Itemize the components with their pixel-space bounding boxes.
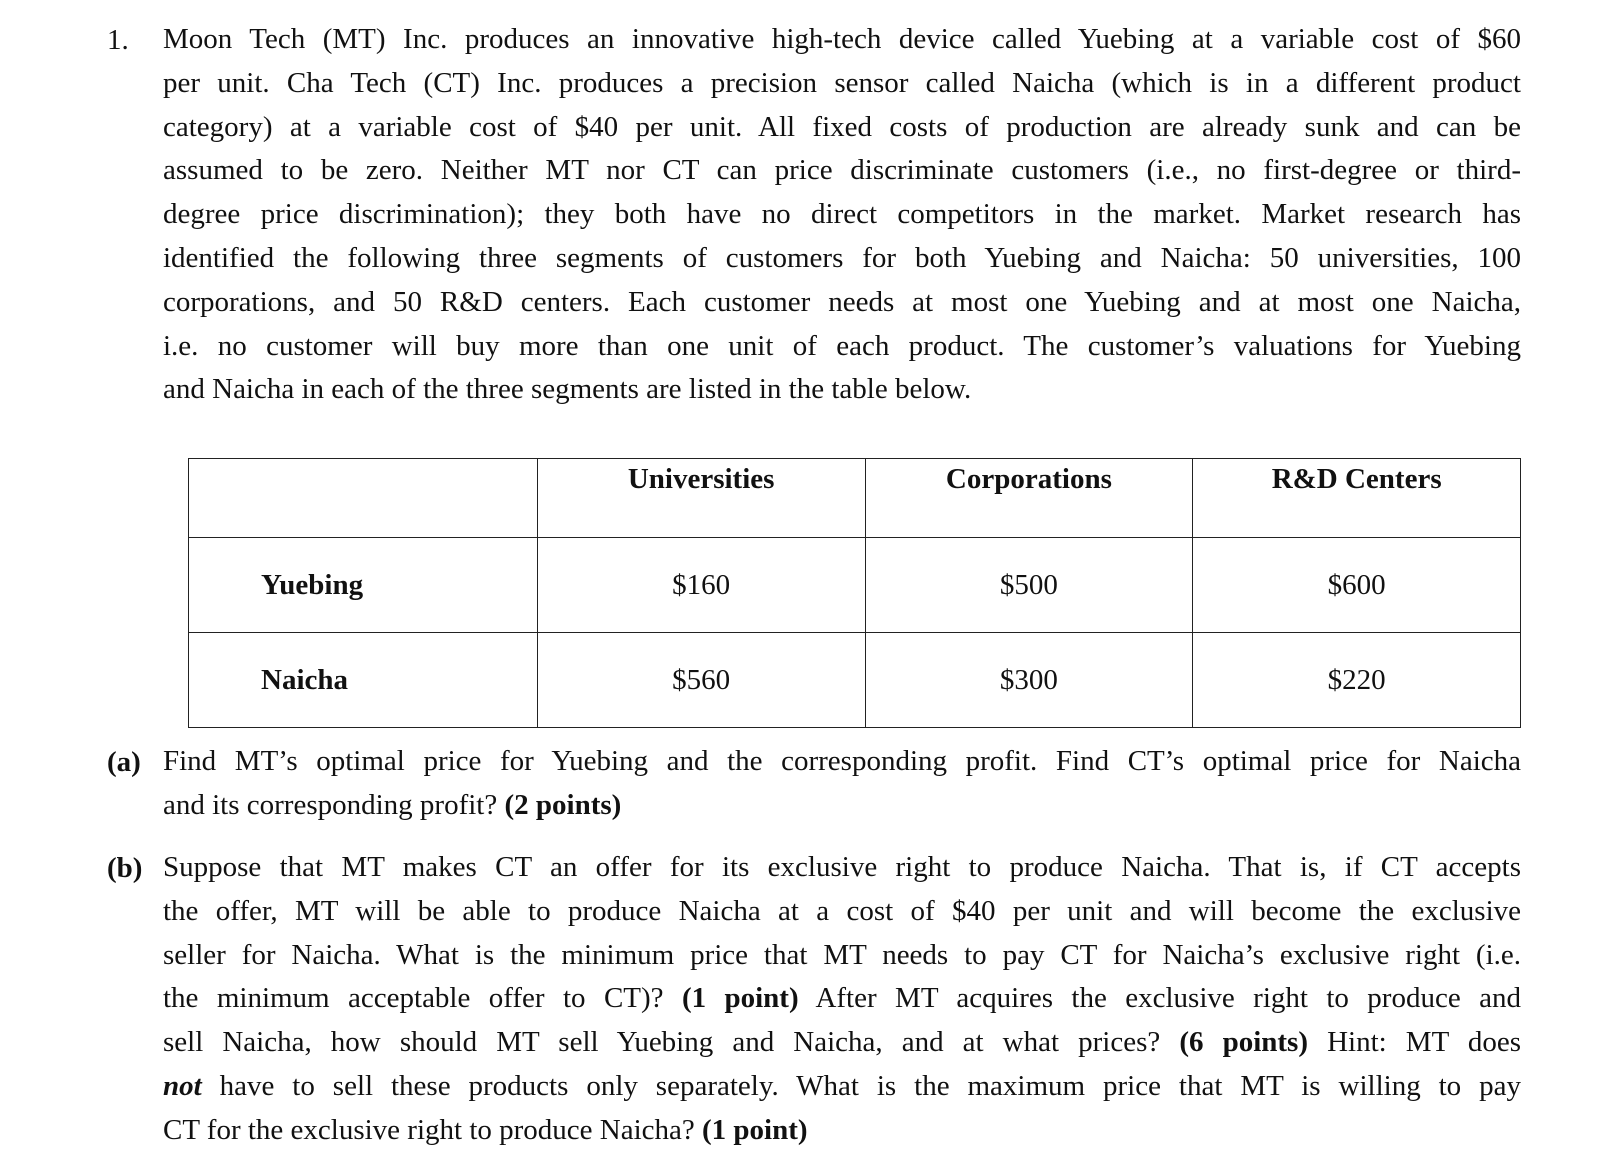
table-row-naicha (189, 633, 1521, 728)
part-b-line (163, 1021, 1521, 1065)
part-b-text (163, 846, 1521, 1153)
valuation-table (188, 458, 1521, 728)
part-b-points-1b: (1 point) (702, 1113, 808, 1146)
cell-yuebing-corporations: $500 (865, 538, 1193, 633)
part-b-points-1: (1 point) (681, 982, 799, 1015)
part-a-points: (2 points) (504, 788, 622, 821)
question-intro (163, 18, 1521, 412)
part-a-line: Find MT’s optimal price for Yuebing and the corresponding profit. Find CT’s optimal price for Naicha (163, 745, 1521, 777)
table-header-row (189, 459, 1521, 538)
intro-line: identified the following three segments of customers for both Yuebing and Naicha: 50 universities, 100 (163, 241, 1521, 274)
cell-yuebing-universities: $160 (537, 538, 865, 633)
header-corporations: Corporations (865, 459, 1193, 538)
part-b-line: seller for Naicha. What is the minimum price that MT needs to pay CT for Naicha’s exclusive right (i.e. (163, 938, 1521, 971)
part-b-line (163, 977, 1521, 1021)
part-b-label: (b) (107, 852, 143, 884)
cell-yuebing-rd-centers: $600 (1193, 538, 1521, 633)
header-rd-centers: R&D Centers (1193, 459, 1521, 538)
part-a-label: (a) (107, 746, 141, 778)
intro-line: assumed to be zero. Neither MT nor CT can price discriminate customers (i.e., no first-degree or third- (163, 154, 1521, 187)
part-b-emphasis-not: not (163, 1069, 202, 1102)
part-a-line (163, 784, 1521, 828)
row-label-yuebing: Yuebing (189, 538, 538, 633)
row-label-naicha: Naicha (189, 633, 538, 728)
cell-naicha-universities: $560 (537, 633, 865, 728)
table-row-yuebing (189, 538, 1521, 633)
header-universities: Universities (537, 459, 865, 538)
intro-line: degree price discrimination); they both have no direct competitors in the market. Market research has (163, 198, 1521, 231)
part-b-line (163, 1065, 1521, 1109)
part-a-text (163, 740, 1521, 828)
part-b-line: Suppose that MT makes CT an offer for its exclusive right to produce Naicha. That is, if CT accepts (163, 851, 1521, 883)
cell-naicha-rd-centers: $220 (1193, 633, 1521, 728)
cell-naicha-corporations: $300 (865, 633, 1193, 728)
part-b-line-text: After MT acquires the exclusive right to produce and (798, 982, 1521, 1015)
intro-line: i.e. no customer will buy more than one unit of each product. The customer’s valuations for Yuebing (163, 329, 1521, 362)
intro-line: Moon Tech (MT) Inc. produces an innovative high-tech device called Yuebing at a variable cost of $60 (163, 23, 1521, 55)
part-b-line-text: have to sell these products only separately. What is the maximum price that MT is willing to pay (201, 1069, 1521, 1102)
part-b-points-6: (6 points) (1179, 1026, 1308, 1059)
intro-line: category) at a variable cost of $40 per unit. All fixed costs of production are already sunk and can be (163, 110, 1521, 143)
part-b-line: the offer, MT will be able to produce Naicha at a cost of $40 per unit and will become the exclusive (163, 894, 1521, 927)
header-cell-empty (189, 459, 538, 538)
question-number: 1. (107, 24, 129, 56)
part-b-line-text: sell Naicha, how should MT sell Yuebing and Naicha, and at what prices? (163, 1026, 1180, 1059)
intro-line: corporations, and 50 R&D centers. Each customer needs at most one Yuebing and at most one Naicha, (163, 285, 1521, 318)
part-b-line-text: the minimum acceptable offer to CT)? (163, 982, 682, 1015)
part-b-line (163, 1109, 1521, 1153)
intro-line: per unit. Cha Tech (CT) Inc. produces a precision sensor called Naicha (which is in a different product (163, 66, 1521, 99)
intro-line: and Naicha in each of the three segments are listed in the table below. (163, 373, 972, 406)
part-b-line-text: Hint: MT does (1308, 1026, 1521, 1059)
part-b-line-text: CT for the exclusive right to produce Naicha? (163, 1113, 703, 1146)
part-a-line-text: and its corresponding profit? (163, 788, 505, 821)
